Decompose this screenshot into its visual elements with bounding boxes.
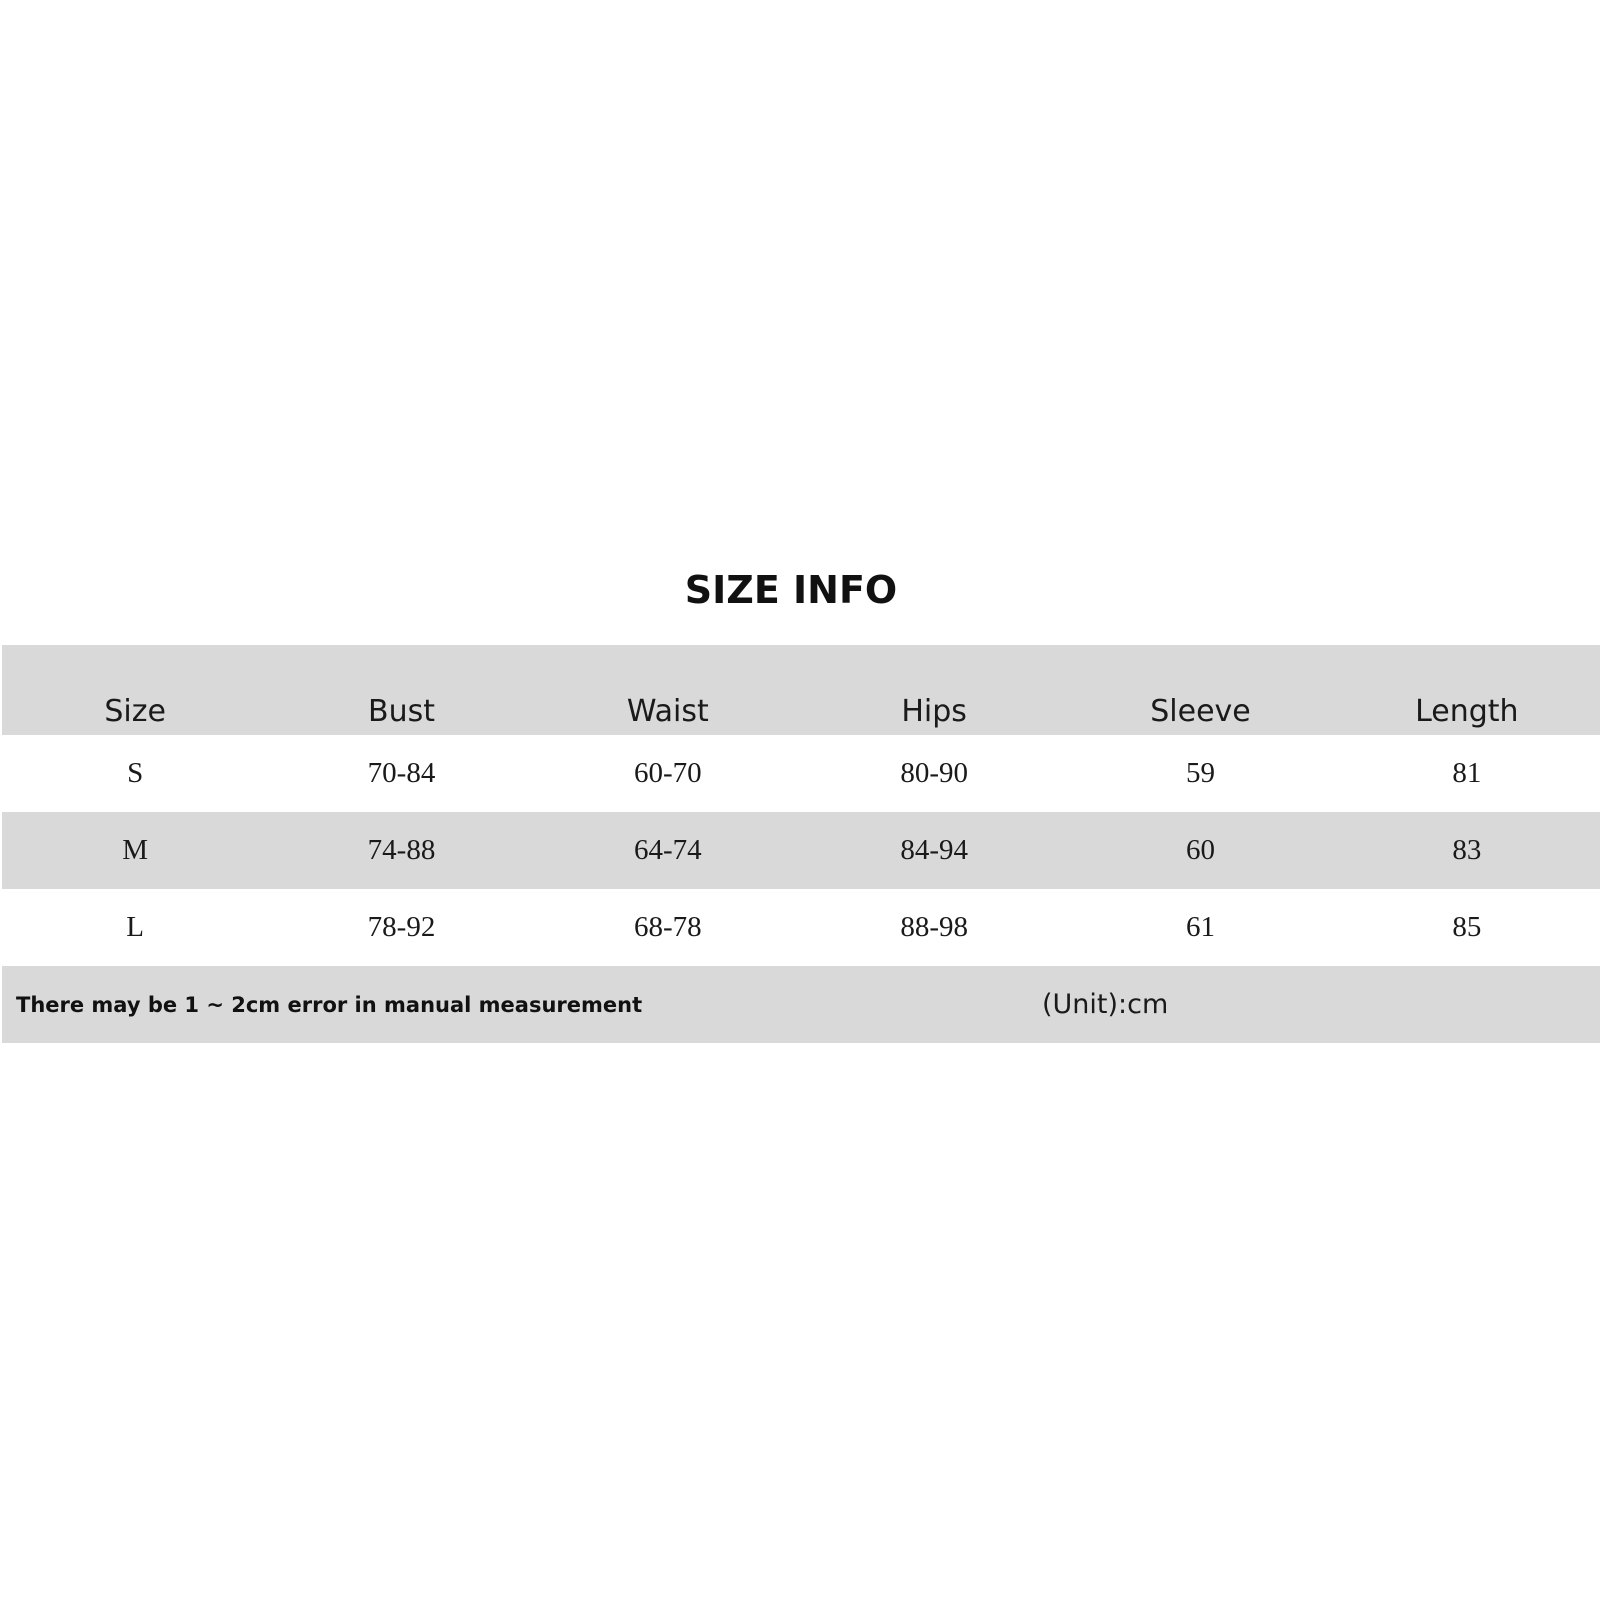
- table-row: [2, 812, 1600, 889]
- size-table: [2, 645, 1600, 1043]
- table-row: [2, 735, 1600, 812]
- cell-sleeve: 61: [1185, 911, 1215, 943]
- cell-sleeve: 59: [1185, 757, 1215, 789]
- cell-sleeve: 60: [1185, 834, 1215, 866]
- cell-waist: 60-70: [633, 757, 702, 789]
- header-sleeve: Sleeve: [1150, 694, 1251, 729]
- header-length: Length: [1415, 694, 1519, 729]
- cell-bust: 74-88: [367, 834, 436, 866]
- unit-label: (Unit):cm: [1042, 989, 1169, 1020]
- cell-length: 85: [1452, 911, 1482, 943]
- cell-bust: 70-84: [367, 757, 436, 789]
- header-hips: Hips: [901, 694, 967, 729]
- cell-bust: 78-92: [367, 911, 436, 943]
- table-footer-row: [2, 966, 1600, 1043]
- cell-hips: 84-94: [900, 834, 968, 866]
- cell-waist: 64-74: [633, 834, 702, 866]
- cell-size: S: [127, 757, 144, 789]
- cell-hips: 80-90: [900, 757, 968, 789]
- cell-length: 83: [1452, 834, 1482, 866]
- cell-length: 81: [1452, 757, 1482, 789]
- cell-size: L: [126, 911, 145, 943]
- measurement-note: There may be 1 ~ 2cm error in manual measurement: [16, 992, 643, 1017]
- cell-waist: 68-78: [633, 911, 702, 943]
- header-bust: Bust: [367, 694, 435, 729]
- table-header-row: [2, 645, 1600, 735]
- cell-hips: 88-98: [900, 911, 968, 943]
- header-waist: Waist: [626, 694, 709, 729]
- cell-size: M: [122, 834, 149, 866]
- header-size: Size: [104, 694, 166, 729]
- table-row: [2, 889, 1600, 966]
- page-title: SIZE INFO: [684, 568, 898, 612]
